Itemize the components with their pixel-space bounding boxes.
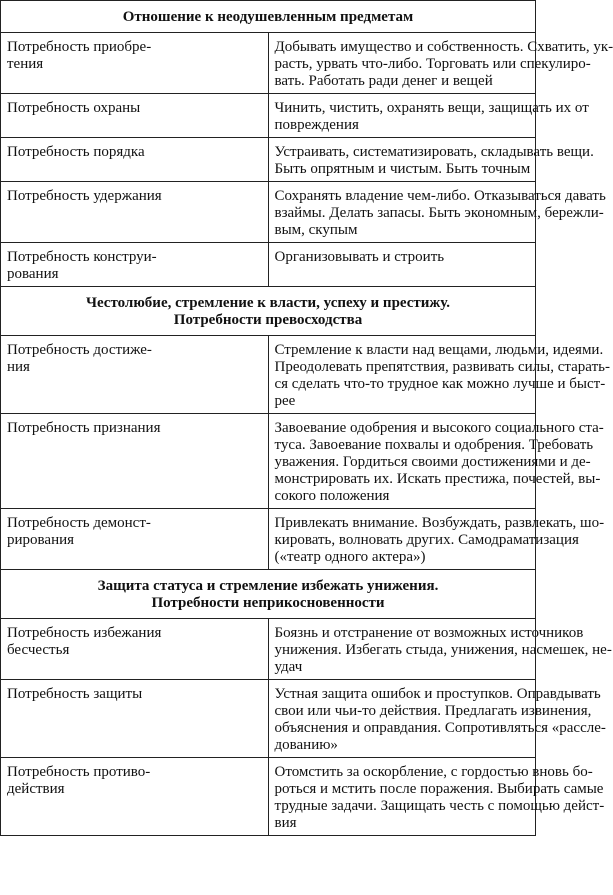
need-description-line: свои или чьи-то действия. Предлагать извинения,	[274, 703, 592, 719]
section-header-row	[1, 570, 536, 619]
need-description-line: Преодолевать препятствия, развивать силы, старать-	[274, 359, 610, 375]
need-name-line: Потребность защиты	[7, 686, 143, 702]
table-row	[1, 138, 536, 182]
need-description-line: вия	[274, 815, 297, 831]
need-name-line: рирования	[7, 532, 75, 548]
need-description-line: кировать, волновать других. Самодраматизация	[274, 532, 579, 548]
need-description-line: уважения. Гордиться своими достижениями и де-	[274, 454, 591, 470]
need-name-line: Потребность удержания	[7, 188, 162, 204]
need-name-cell	[1, 243, 269, 287]
need-description-line: Привлекать внимание. Возбуждать, развлекать, шо-	[274, 515, 605, 531]
need-description-line: Устраивать, систематизировать, складывать вещи.	[274, 144, 594, 160]
table-row	[1, 94, 536, 138]
need-description-line: вать. Работать ради денег и вещей	[274, 73, 493, 89]
need-name-line: рования	[7, 266, 59, 282]
table-row	[1, 619, 536, 680]
need-description-line: Быть опрятным и чистым. Быть точным	[274, 161, 531, 177]
need-name-cell	[1, 509, 269, 570]
need-description-line: удач	[274, 659, 303, 675]
need-name-line: Потребность избежания	[7, 625, 162, 641]
need-description-cell	[268, 414, 604, 509]
section-title-line: Отношение к неодушевленным предметам	[122, 9, 414, 25]
need-description-cell	[268, 758, 605, 836]
need-name-line: действия	[7, 781, 65, 797]
section-title-line: Защита статуса и стремление избежать унижения.	[97, 578, 439, 594]
need-name-cell	[1, 138, 269, 182]
need-name-cell	[1, 94, 269, 138]
need-name-cell	[1, 758, 269, 836]
need-description-line: ся сделать что-то трудное как можно лучше и быст-	[274, 376, 606, 392]
table-row	[1, 182, 536, 243]
need-name-line: Потребность демонст-	[7, 515, 151, 531]
section-title	[1, 287, 536, 336]
need-description-line: Стремление к власти над вещами, людьми, идеями.	[274, 342, 604, 358]
table-row	[1, 680, 536, 758]
need-description-line: унижения. Избегать стыда, унижения, насмешек, не-	[274, 642, 612, 658]
need-description-line: («театр одного актера»)	[274, 549, 426, 565]
need-name-line: Потребность достиже-	[7, 342, 152, 358]
need-name-line: тения	[7, 56, 44, 72]
need-description-line: трудные задачи. Защищать честь с помощью дейст-	[274, 798, 605, 814]
need-description-cell	[268, 243, 536, 287]
need-description-line: сокого положения	[274, 488, 390, 504]
table-row	[1, 243, 536, 287]
section-title	[1, 570, 536, 619]
need-description-line: Отомстить за оскорбление, с гордостью вновь бо-	[274, 764, 593, 780]
need-description-line: взаймы. Делать запасы. Быть экономным, бережли-	[274, 205, 604, 221]
need-name-line: Потребность признания	[7, 420, 161, 436]
table-row	[1, 509, 536, 570]
need-name-cell	[1, 33, 269, 94]
section-title-line: Потребности неприкосновенности	[151, 595, 385, 611]
need-description-line: Чинить, чистить, охранять вещи, защищать их от	[274, 100, 589, 116]
need-name-line: Потребность порядка	[7, 144, 145, 160]
need-description-cell	[268, 94, 589, 138]
section-title-line: Честолюбие, стремление к власти, успеху и престижу.	[85, 295, 451, 311]
need-description-line: Добывать имущество и собственность. Схватить, ук-	[274, 39, 613, 55]
need-description-line: дованию»	[274, 737, 338, 753]
need-description-line: Организовывать и строить	[274, 249, 445, 265]
need-name-cell	[1, 182, 269, 243]
section-header-row	[1, 287, 536, 336]
need-description-line: роться и мстить после поражения. Выбирать самые	[274, 781, 604, 797]
need-description-cell	[268, 509, 605, 570]
need-description-line: расть, урвать что-либо. Торговать или спекулиро-	[274, 56, 591, 72]
need-description-line: вым, скупым	[274, 222, 358, 238]
need-description-cell	[268, 680, 606, 758]
need-description-line: Сохранять владение чем-либо. Отказываться давать	[274, 188, 606, 204]
section-title	[1, 1, 536, 33]
need-name-line: Потребность противо-	[7, 764, 151, 780]
need-description-line: Боязнь и отстранение от возможных источников	[274, 625, 584, 641]
table-row	[1, 336, 536, 414]
need-name-line: Потребность приобре-	[7, 39, 152, 55]
table-row	[1, 758, 536, 836]
need-description-cell	[268, 619, 612, 680]
need-description-line: рее	[274, 393, 296, 409]
table-row	[1, 414, 536, 509]
need-description-cell	[268, 33, 613, 94]
need-name-line: бесчестья	[7, 642, 70, 658]
need-description-cell	[268, 182, 606, 243]
table-row	[1, 33, 536, 94]
need-description-line: повреждения	[274, 117, 359, 133]
need-name-line: Потребность охраны	[7, 100, 141, 116]
section-header-row	[1, 1, 536, 33]
section-title-line: Потребности превосходства	[173, 312, 363, 328]
need-name-cell	[1, 680, 269, 758]
need-description-line: Устная защита ошибок и проступков. Оправдывать	[274, 686, 601, 702]
table-body	[1, 1, 613, 836]
need-name-cell	[1, 414, 269, 509]
need-name-line: ния	[7, 359, 30, 375]
need-name-line: Потребность конструи-	[7, 249, 157, 265]
need-name-cell	[1, 619, 269, 680]
need-description-line: объяснения и оправдания. Сопротивляться «рассле-	[274, 720, 606, 736]
need-description-line: Завоевание одобрения и высокого социального ста-	[274, 420, 604, 436]
need-description-line: монстрировать их. Искать престижа, почестей, вы-	[274, 471, 601, 487]
need-name-cell	[1, 336, 269, 414]
need-description-cell	[268, 336, 610, 414]
need-description-line: туса. Завоевание похвалы и одобрения. Требовать	[274, 437, 594, 453]
need-description-cell	[268, 138, 594, 182]
